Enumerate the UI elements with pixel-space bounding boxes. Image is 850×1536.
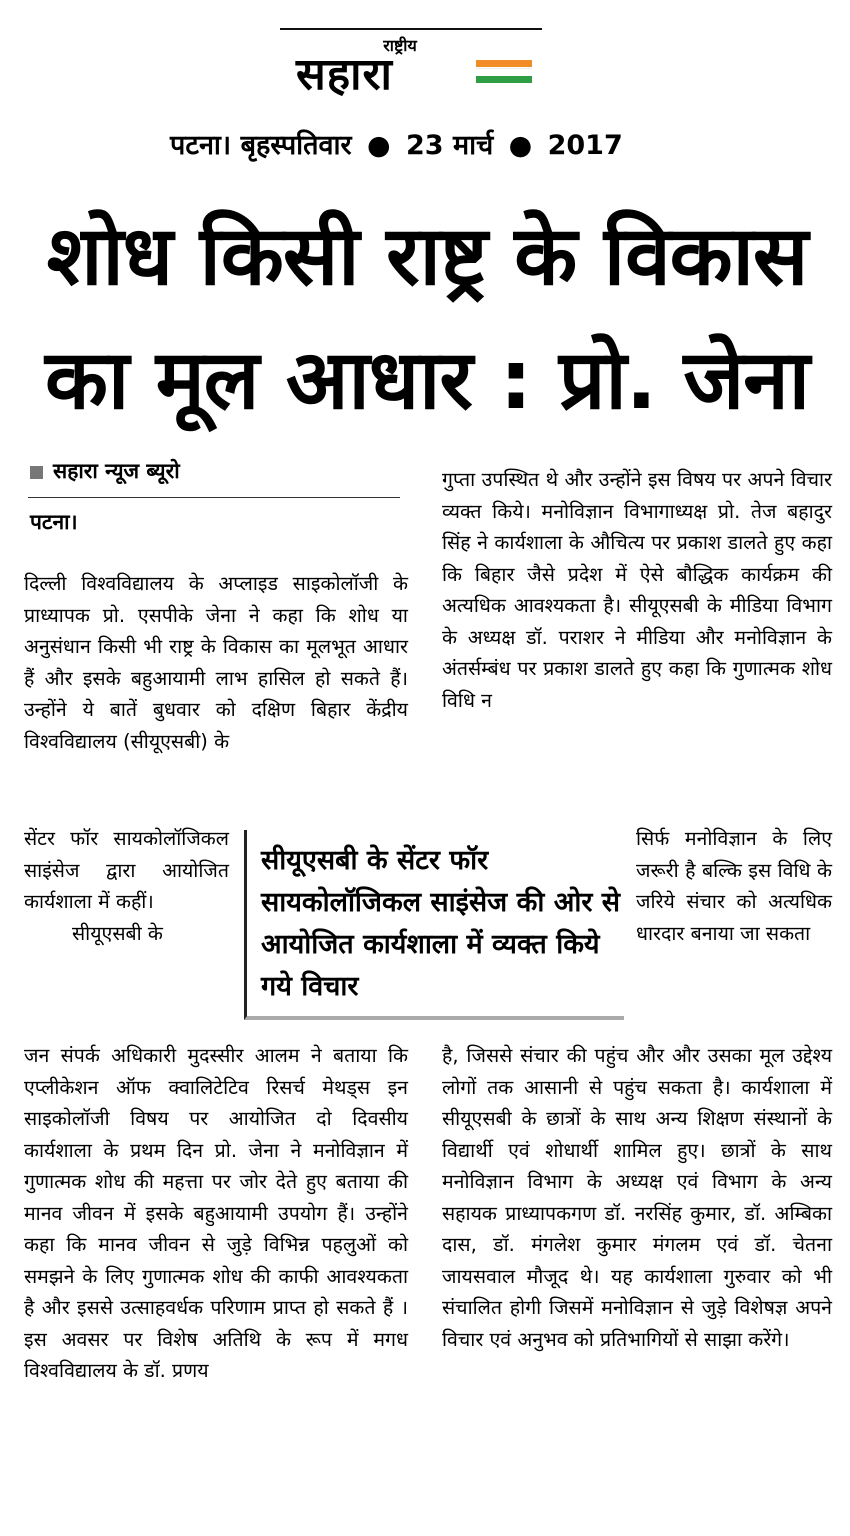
masthead-small: राष्ट्रीय — [383, 36, 417, 55]
pull-quote-text: सीयूएसबी के सेंटर फॉर सायकोलॉजिकल साइंसेज की ओर से आयोजित कार्यशाला में व्यक्त किये गये विचार — [261, 845, 621, 1002]
right-column-para-2 — [442, 1040, 832, 1355]
dateline-year: 2017 — [547, 130, 623, 161]
left-narrow-column — [24, 823, 229, 949]
left-column-para-2 — [24, 1040, 408, 1387]
bullet-icon: ● — [367, 130, 391, 161]
paragraph: सीयूएसबी के — [72, 921, 163, 945]
headline-line-2: का मूल आधार : प्रो. जेना — [44, 333, 810, 428]
paragraph: गुप्ता उपस्थित थे और उन्होंने इस विषय पर अपने विचार व्यक्त किये। मनोविज्ञान विभागाध्यक्ष प्रो. तेज बहादुर सिंह ने कार्यशाला के औचित्य पर प्रकाश डालते हुए कहा कि बिहार जैसे प्रदेश में ऐसे बौद्धिक कार्यक्रम की अत्यधिक आवश्यकता है। सीयूएसबी के मीडिया विभाग के अध्यक्ष डॉ. पराशर ने मीडिया और मनोविज्ञान के अंतर्सम्बंध पर प्रकाश डालते हुए कहा कि गुणात्मक शोध विधि न — [442, 468, 832, 712]
masthead-rule — [280, 28, 542, 30]
flag-white-bar — [476, 68, 532, 76]
flag-saffron-bar — [476, 60, 532, 67]
byline-rule — [28, 497, 400, 498]
dateline-date: 23 मार्च — [405, 130, 494, 161]
dateline-day: बृहस्पतिवार — [240, 130, 352, 161]
byline-text: सहारा न्यूज ब्यूरो — [53, 459, 180, 483]
headline-line-1: शोध किसी राष्ट्र के विकास — [46, 209, 808, 304]
dateline — [170, 128, 690, 164]
masthead-brand: सहारा — [296, 49, 393, 100]
right-column-para-1 — [442, 464, 832, 716]
left-column-para-1 — [24, 568, 408, 757]
flag-green-bar — [476, 76, 532, 83]
square-bullet-icon — [30, 466, 43, 479]
bullet-icon: ● — [508, 130, 533, 161]
paragraph: जन संपर्क अधिकारी मुदस्सीर आलम ने बताया कि एप्लीकेशन ऑफ क्वालिटेटिव रिसर्च मेथड्स इन साइकोलॉजी विषय पर आयोजित दो दिवसीय कार्यशाला के प्रथम दिन प्रो. जेना ने मनोविज्ञान में गुणात्मक शोध की महत्ता पर जोर देते हुए बताया की मानव जीवन में इसके बहुआयामी उपयोग हैं। उन्होंने कहा कि मानव जीवन से जुड़े विभिन्न पहलुओं को समझने के लिए गुणात्मक शोध की काफी आवश्यकता है और इससे उत्साहवर्धक परिणाम प्राप्त हो सकते हैं । इस अवसर पर विशेष अतिथि के रूप में मगध विश्वविद्यालय के डॉ. प्रणय — [24, 1044, 408, 1382]
place-tag: पटना। — [30, 510, 78, 534]
right-narrow-column — [636, 823, 832, 949]
paragraph: है, जिससे संचार की पहुंच और और उसका मूल उद्देश्य लोगों तक आसानी से पहुंच सकता है। कार्यशाला में सीयूएसबी के छात्रों के साथ अन्य शिक्षण संस्थानों के विद्यार्थी एवं शोधार्थी शामिल हुए। छात्रों के साथ मनोविज्ञान विभाग के अध्यक्ष एवं विभाग के अन्य सहायक प्राध्यापकगण डॉ. नरसिंह कुमार, डॉ. अम्बिका दास, डॉ. मंगलेश कुमार मंगलम एवं डॉ. चेतना जायसवाल मौजूद थे। यह कार्यशाला गुरुवार को भी संचालित होगी जिसमें मनोविज्ञान से जुड़े विशेषज्ञ अपने विचार एवं अनुभव को प्रतिभागियों से साझा करेंगे। — [442, 1044, 832, 1351]
paragraph: सेंटर फॉर सायकोलॉजिकल साइंसेज द्वारा आयोजित कार्यशाला में कहीं। — [24, 827, 229, 913]
dateline-city: पटना। — [170, 130, 232, 161]
paragraph: दिल्ली विश्वविद्यालय के अप्लाइड साइकोलॉजी के प्राध्यापक प्रो. एसपीके जेना ने कहा कि शोध या अनुसंधान किसी भी राष्ट्र के विकास का मूलभूत आधार हैं और इसके बहुआयामी लाभ हासिल हो सकते हैं। उन्होंने ये बातें बुधवार को दक्षिण बिहार केंद्रीय विश्वविद्यालय (सीयूएसबी) के — [24, 572, 408, 753]
paragraph: सिर्फ मनोविज्ञान के लिए जरूरी है बल्कि इस विधि के जरिये संचार को अत्यधिक धारदार बनाया जा सकता — [636, 827, 832, 945]
pull-quote — [244, 830, 624, 1020]
headline — [22, 195, 832, 443]
byline — [30, 457, 180, 485]
